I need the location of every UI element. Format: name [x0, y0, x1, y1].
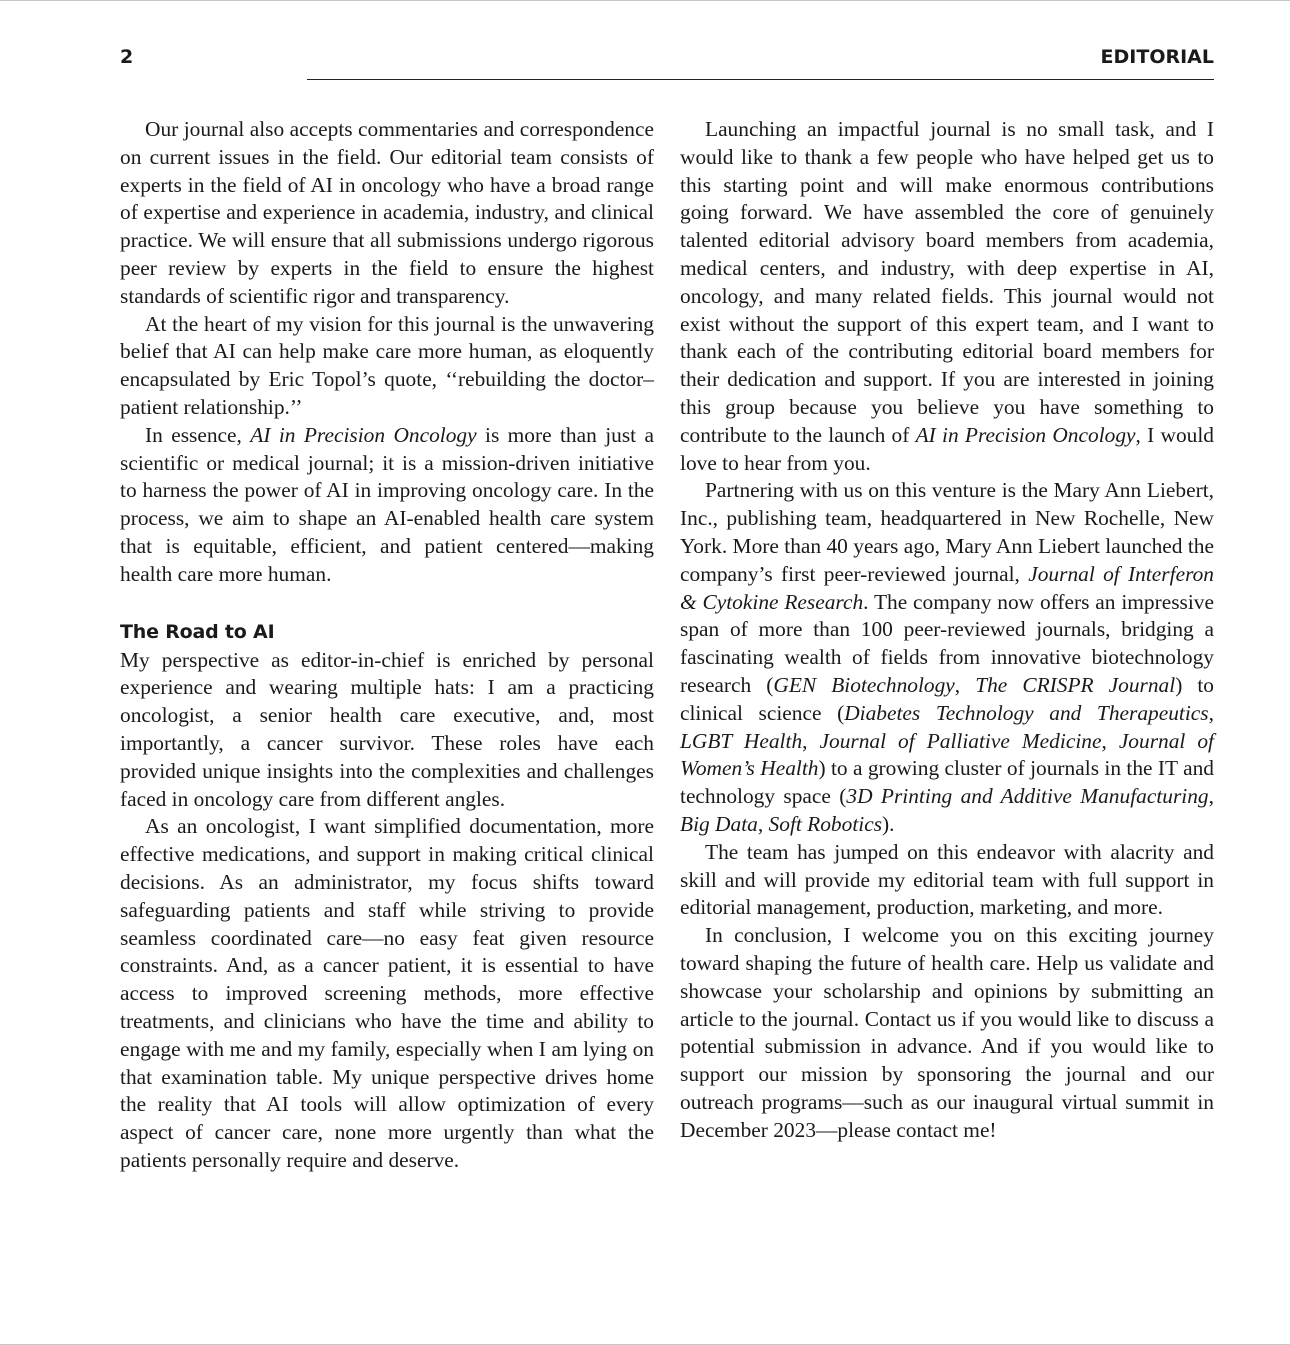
journal-title: AI in Precision Oncology: [250, 422, 477, 447]
text-run: ) to clinical science (: [680, 672, 1214, 725]
text-run: ,: [757, 811, 769, 836]
journal-title: Journal of Interferon & Cytokine Research: [680, 561, 1214, 614]
journal-title: The CRISPR Journal: [975, 672, 1176, 697]
paragraph: At the heart of my vision for this journal is the unwavering belief that AI can help make care more human, as eloquently encapsulated by Eric Topol’s quote, ‘‘rebuilding the doctor–patient relationship.’’: [120, 311, 654, 419]
paragraph: [120, 422, 654, 589]
journal-title: LGBT Health: [680, 728, 803, 753]
paragraph: As an oncologist, I want simplified documentation, more effective medications, and support in making critical clinical decisions. As an administrator, my focus shifts toward safeguarding patients and staff while striving to provide seamless coordinated care—no easy feat given resource constraints. And, as a cancer patient, it is essential to have access to improved screening methods, more effective treatments, and clinicians who have the time and ability to engage with me and my family, especially when I am lying on that examination table. My unique perspective drives home the reality that AI tools will allow optimization of every aspect of cancer care, none more urgently than what the patients personally require and deserve.: [120, 814, 654, 1172]
text-run: ) to a growing cluster of journals in the IT and technology space (: [680, 756, 1214, 809]
text-run: ).: [882, 811, 895, 836]
section-label: EDITORIAL: [1100, 46, 1214, 68]
paragraph: My perspective as editor-in-chief is enriched by personal experience and wearing multiple hats: I am a practicing oncologist, a senior health care executive, and, most importantly, a cancer survivor. These roles have each provided unique insights into the complexities and challenges faced in oncology care from different angles.: [120, 647, 654, 811]
journal-title: Journal of Palliative Medicine: [819, 728, 1102, 753]
text-run: ,: [1101, 728, 1119, 753]
text-run: In essence,: [145, 422, 251, 447]
journal-title: Big Data: [680, 811, 758, 836]
page-number: 2: [120, 46, 134, 68]
journal-title: AI in Precision Oncology: [915, 422, 1136, 447]
journal-title: 3D Printing and Additive Manufacturing: [846, 784, 1209, 809]
header-rule: [307, 79, 1214, 80]
text-run: , I would love to hear from you.: [680, 422, 1214, 475]
text-run: . The company now offers an impressive span of more than 100 peer-reviewed journals, bridging a fascinating wealth of fields from innovative biotechnology research (: [680, 589, 1214, 697]
section-heading: The Road to AI: [120, 620, 275, 643]
right-column: [680, 116, 1214, 1144]
journal-title: Journal of Women’s Health: [680, 728, 1214, 781]
journal-title: GEN Biotechnology: [773, 672, 955, 697]
paragraph: In conclusion, I welcome you on this exciting journey toward shaping the future of health care. Help us validate and showcase your scholarship and opinions by submitting an article to the journal. Contact us if you would like to discuss a potential submission in advance. And if you would like to support our mission by sponsoring the journal and our outreach programs—such as our inaugural virtual summit in December 2023—please contact me!: [680, 923, 1214, 1142]
paragraph: [680, 116, 1214, 477]
text-run: ,: [954, 672, 976, 697]
paragraph: Our journal also accepts commentaries and correspondence on current issues in the field. Our editorial team consists of experts in the field of AI in oncology who have a broad range of expertise and experience in academia, industry, and clinical practice. We will ensure that all submissions undergo rigorous peer review by experts in the field to ensure the highest standards of scientific rigor and transparency.: [120, 117, 654, 308]
paragraph: [680, 477, 1214, 838]
text-run: is more than just a scientific or medical journal; it is a mission-driven initiative to harness the power of AI in improving oncology care. In the process, we aim to shape an AI-enabled health care system that is equitable, efficient, and patient centered—making health care more human.: [120, 422, 654, 586]
text-run: ,: [802, 728, 820, 753]
text-run: ,: [1208, 700, 1214, 725]
page-top-border: [0, 0, 1290, 1]
journal-title: Diabetes Technology and Therapeutics: [844, 700, 1209, 725]
text-run: ,: [1208, 784, 1214, 809]
paragraph: The team has jumped on this endeavor with alacrity and skill and will provide my editorial team with full support in editorial management, production, marketing, and more.: [680, 839, 1214, 920]
text-run: Partnering with us on this venture is the Mary Ann Liebert, Inc., publishing team, headquartered in New Rochelle, New York. More than 40 years ago, Mary Ann Liebert launched the company’s first peer-reviewed journal,: [680, 478, 1214, 586]
left-column: [120, 116, 654, 1175]
text-run: Launching an impactful journal is no small task, and I would like to thank a few people who have helped get us to this starting point and will make enormous contributions going forward. We have assembled the core of genuinely talented editorial advisory board members from academia, medical centers, and industry, with deep expertise in AI, oncology, and many related fields. This journal would not exist without the support of this expert team, and I want to thank each of the contributing editorial board members for their dedication and support. If you are interested in joining this group because you believe you have something to contribute to the launch of: [680, 117, 1214, 447]
journal-title: Soft Robotics: [768, 811, 883, 836]
